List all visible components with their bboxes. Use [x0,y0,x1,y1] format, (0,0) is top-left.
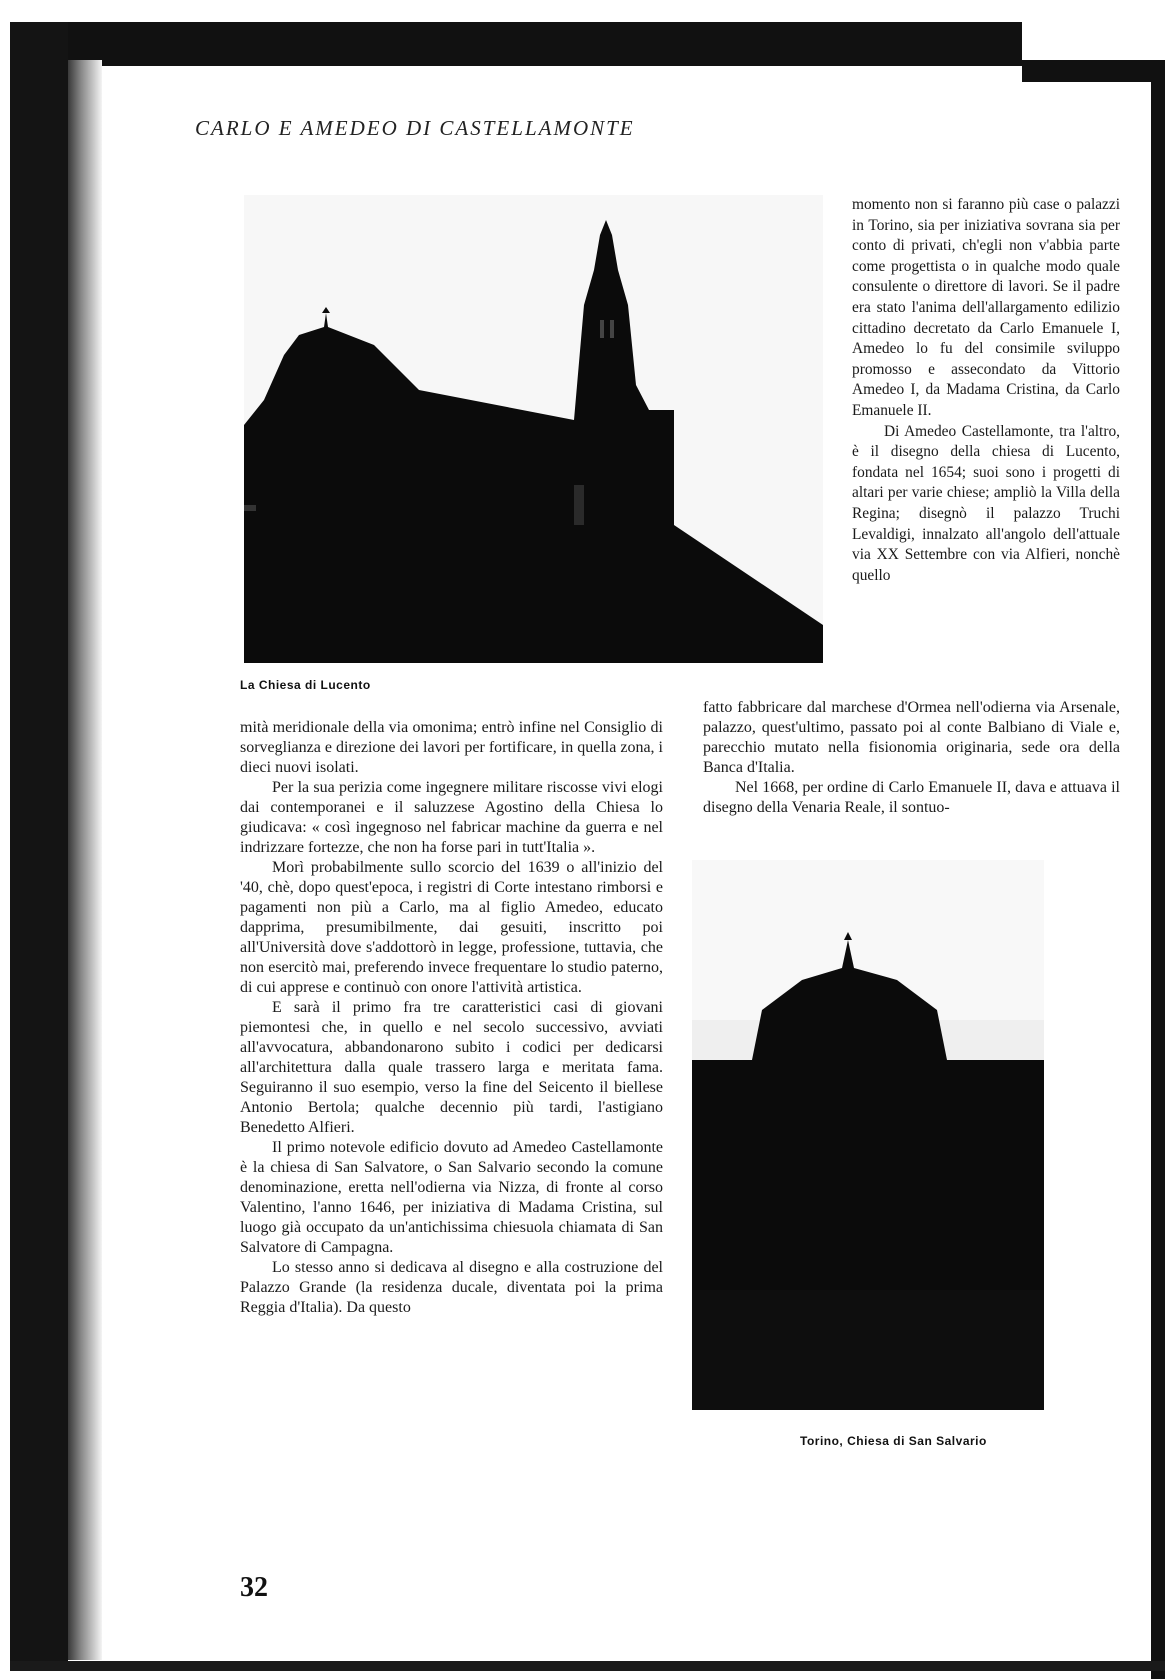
paragraph: Di Amedeo Castellamonte, tra l'altro, è il disegno della chiesa di Lucento, fondata nel 1654; suoi sono i progetti di altari per varie chiese; ampliò la Villa della Regina; disegnò il palazzo Truchi Levaldigi, innalzato all'angolo dell'attuale via XX Settembre con via Alfieri, nonchè quello [852,422,1120,584]
church-dome-photo [692,860,1044,1410]
scan-border-top [10,22,1022,66]
right-column-text [852,195,1120,586]
scan-border-left [10,22,68,1662]
page-number: 32 [240,1572,268,1603]
paragraph: Nel 1668, per ordine di Carlo Emanuele II, dava e attuava il disegno della Venaria Reale, il sontuo- [703,779,1120,816]
photo-caption: Torino, Chiesa di San Salvario [800,1434,987,1448]
scan-border-right [1151,60,1165,1679]
photo-chiesa-lucento [244,195,823,663]
paragraph: fatto fabbricare dal marchese d'Ormea nell'odierna via Arsenale, palazzo, quest'ultimo, passato poi al conte Balbiano di Viale e, parecchio mutato nella fisionomia originaria, sede ora della Banca d'Italia. [703,699,1120,776]
photo-chiesa-san-salvario [692,860,1044,1410]
church-tower-photo [244,195,823,663]
scan-border-top-right [1022,60,1165,82]
photo-caption: La Chiesa di Lucento [240,678,371,692]
paragraph: momento non si faranno più case o palazzi in Torino, sia per iniziativa sovrana sia per conto di privati, ch'egli non v'abbia parte come progettista o in qualche modo quale consulente o direttore di lavori. Se il padre era stato l'anima dell'allargamento edilizio cittadino decretato da Carlo Emanuele I, Amedeo lo fu del consimile sviluppo promosso e assecondato da Vittorio Amedeo I, da Madama Cristina, da Carlo Emanuele II. [852,196,1120,419]
paragraph: E sarà il primo fra tre caratteristici casi di giovani piemontesi che, in quello e nel secolo successivo, avviati all'avvocatura, abbandonarono subito i codici per dedicarsi all'architettura dalla quale trassero larga e meritata fama. Seguiranno il suo esempio, verso la fine del Seicento il biellese Antonio Bertola; qualche decennio più tardi, l'astigiano Benedetto Alfieri. [240,999,663,1136]
book-gutter-shadow [68,60,102,1660]
paragraph: Lo stesso anno si dedicava al disegno e alla costruzione del Palazzo Grande (la residenza ducale, diventata poi la prima Reggia d'Italia). Da questo [240,1259,663,1316]
scan-border-bottom [10,1661,1165,1671]
right-column-continuation [703,698,1120,818]
paragraph: Morì probabilmente sullo scorcio del 1639 o all'inizio del '40, chè, dopo quest'epoca, i registri di Corte intestano rimborsi e pagamenti non più a Carlo, ma al figlio Amedeo, educato dapprima, presumibilmente, dai gesuiti, inscritto poi all'Università dove s'addottorò in legge, professione, tuttavia, che non esercitò mai, preferendo invece frequentare lo studio paterno, di cui apprese e continuò con onore l'attività artistica. [240,859,663,996]
paragraph: Il primo notevole edificio dovuto ad Amedeo Castellamonte è la chiesa di San Salvatore, o San Salvario secondo la comune denominazione, eretta nell'odierna via Nizza, di fronte al corso Valentino, l'anno 1646, per iniziativa di Madama Cristina, sul luogo già occupato da un'antichissima chiesuola chiamata di San Salvatore di Campagna. [240,1139,663,1256]
paragraph: Per la sua perizia come ingegnere militare riscosse vivi elogi dai contemporanei e il saluzzese Agostino della Chiesa lo giudicava: « così ingegnoso nel fabricar machine da guerra e nel indrizzare fortezze, che non ha forse pari in tutt'Italia ». [240,779,663,856]
left-column-text [240,718,663,1318]
paragraph: mità meridionale della via omonima; entrò infine nel Consiglio di sorveglianza e direzione dei lavori per fortificare, in quella zona, i dieci nuovi isolati. [240,719,663,776]
running-head: CARLO E AMEDEO DI CASTELLAMONTE [195,116,635,140]
